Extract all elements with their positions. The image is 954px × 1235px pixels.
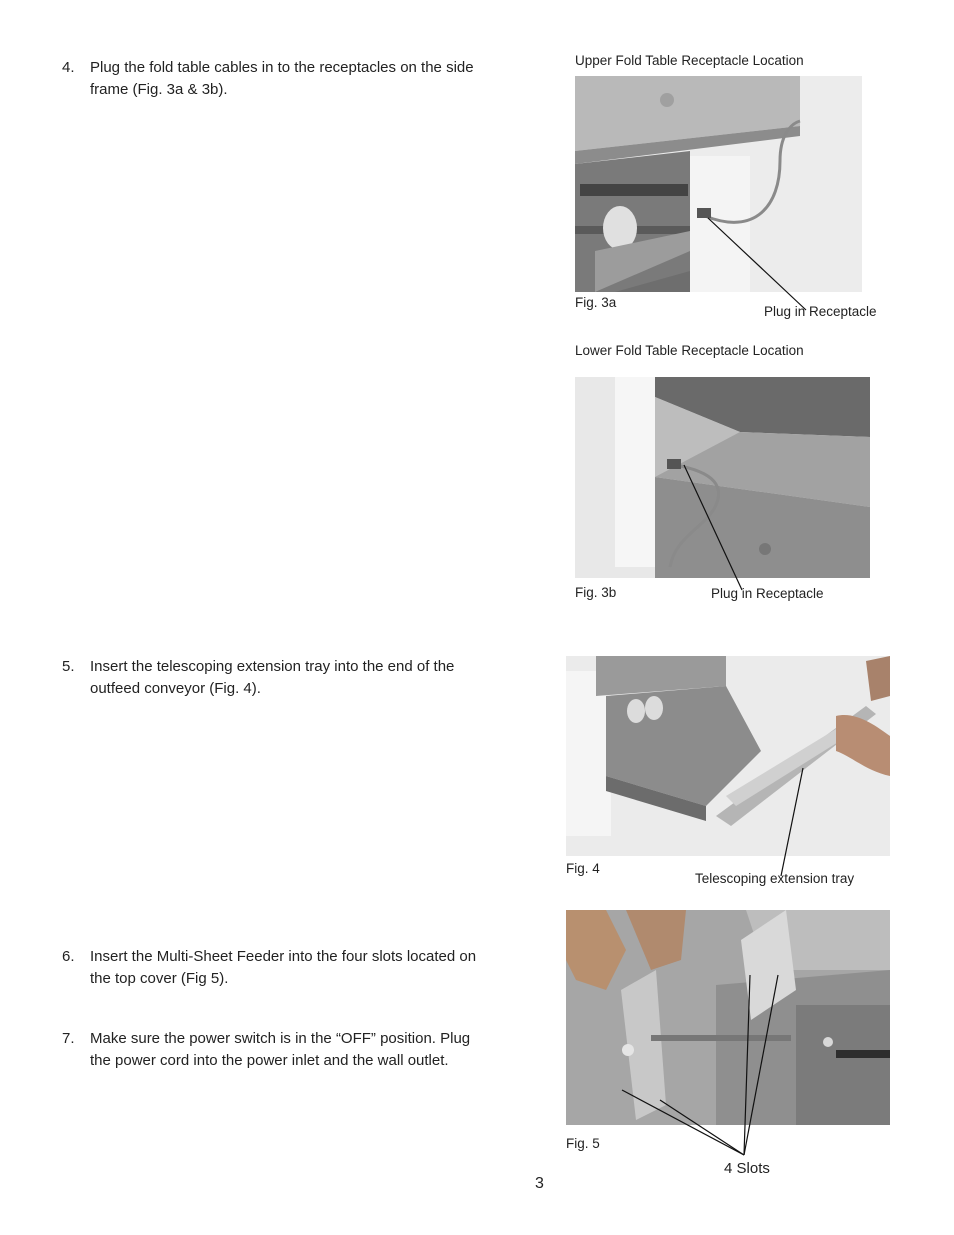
fig-3b-callout: Plug in Receptacle [711,586,824,601]
fig-3a-title: Upper Fold Table Receptacle Location [575,53,804,68]
page-number: 3 [535,1175,544,1192]
step-text: Make sure the power switch is in the “OFF” position. Plug the power cord into the power inlet and the wall outlet. [90,1030,471,1069]
fig-3a-photo [575,76,862,292]
fig-5-callout: 4 Slots [724,1160,770,1177]
step-text: Plug the fold table cables in to the receptacles on the side frame (Fig. 3a & 3b). [90,59,474,98]
fig-4-label: Fig. 4 [566,861,600,876]
step-number: 5. [62,658,75,675]
step-number: 4. [62,59,75,76]
fig-3b-title: Lower Fold Table Receptacle Location [575,343,804,358]
fig-5-photo [566,910,890,1125]
fig-3a-callout: Plug in Receptacle [764,304,877,319]
fig-3a-label: Fig. 3a [575,295,617,310]
step-number: 6. [62,948,75,965]
fig-4-photo [566,656,890,856]
step-number: 7. [62,1030,75,1047]
fig-5-label: Fig. 5 [566,1136,600,1151]
fig-3b-label: Fig. 3b [575,585,617,600]
step-text: Insert the Multi-Sheet Feeder into the four slots located on the top cover (Fig 5). [90,948,477,987]
step-text: Insert the telescoping extension tray into the end of the outfeed conveyor (Fig. 4). [90,658,455,697]
fig-3b-photo [575,377,870,578]
fig-4-callout: Telescoping extension tray [695,871,855,886]
